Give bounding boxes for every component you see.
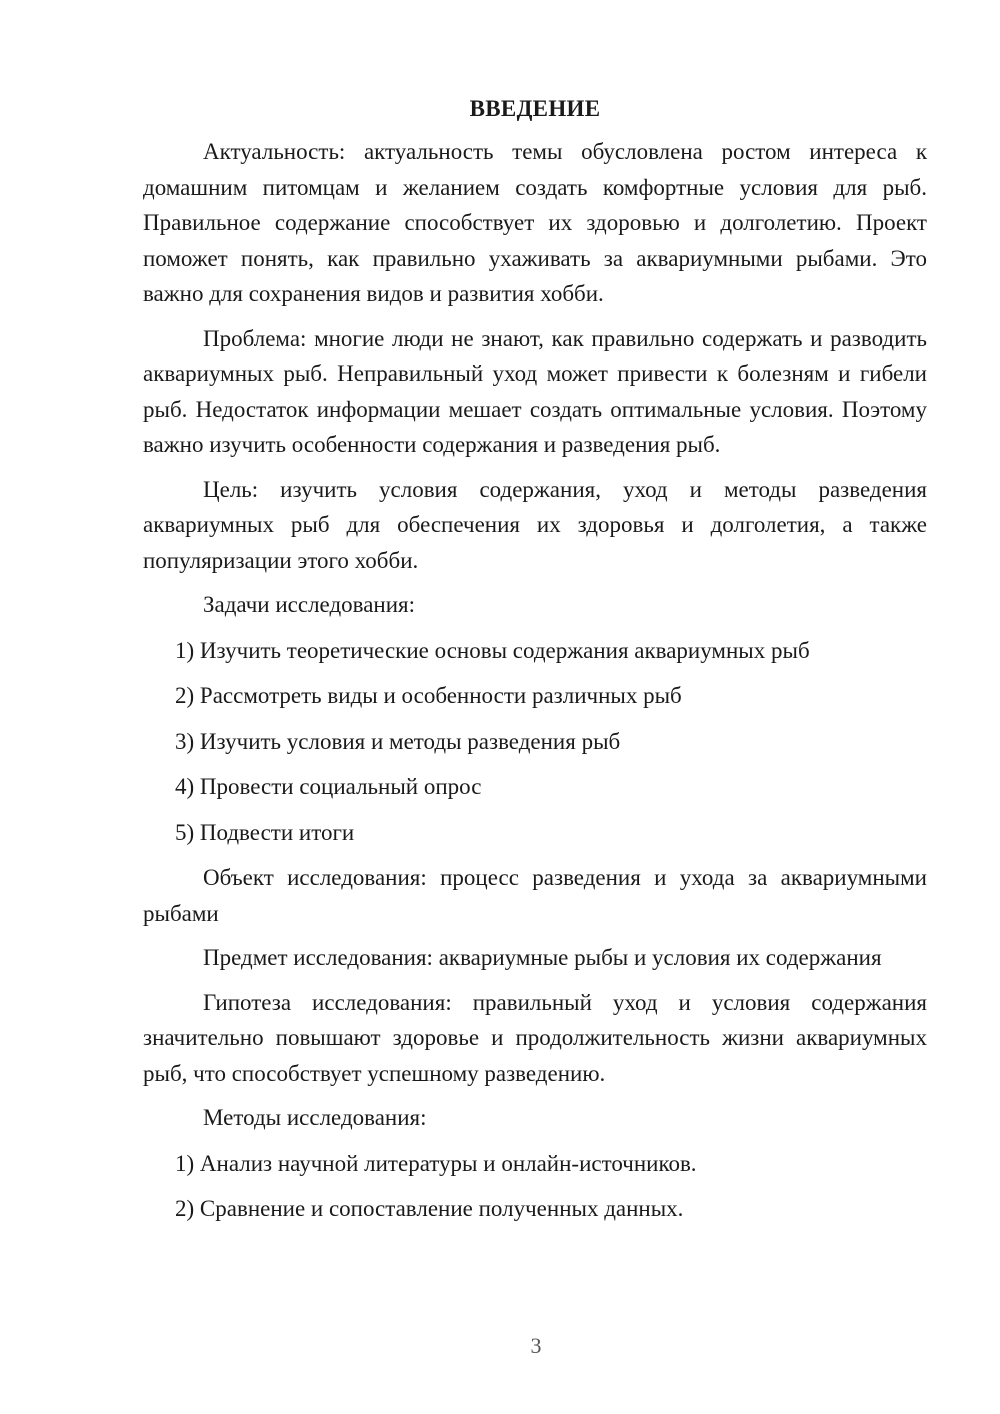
page-number: 3 (530, 1333, 542, 1358)
task-item: 2) Рассмотреть виды и особенности различных рыб (175, 683, 682, 708)
task-item: 4) Провести социальный опрос (175, 774, 482, 799)
task-item: 3) Изучить условия и методы разведения рыб (175, 728, 621, 754)
relevance-paragraph: Актуальность: актуальность темы обусловлена ростом интереса к домашним питомцам и желанием создать комфортные условия для рыб. Правильное содержание способствует их здоровью и долголетию. Проект поможет понять, как правильно ухаживать за аквариумными рыбами. Это важно для сохранения видов и развития хобби. (143, 139, 927, 306)
tasks-heading: Задачи исследования: (203, 592, 416, 617)
problem-paragraph: Проблема: многие люди не знают, как правильно содержать и разводить аквариумных рыб. Неправильный уход может привести к болезням и гибели рыб. Недостаток информации мешает создать оптимальные условия. Поэтому важно изучить особенности содержания и разведения рыб. (143, 325, 927, 457)
method-item: 1) Анализ научной литературы и онлайн-источников. (175, 1150, 697, 1176)
section-title: ВВЕДЕНИЕ (469, 96, 601, 121)
task-item: 5) Подвести итоги (175, 819, 355, 845)
task-item: 1) Изучить теоретические основы содержания аквариумных рыб (175, 637, 810, 663)
page-content (143, 92, 927, 1237)
object-paragraph: Объект исследования: процесс разведения и ухода за аквариумными рыбами (143, 865, 927, 926)
method-item: 2) Сравнение и сопоставление полученных данных. (175, 1196, 684, 1221)
goal-paragraph: Цель: изучить условия содержания, уход и методы разведения аквариумных рыб для обеспечения их здоровья и долголетия, а также популяризации этого хобби. (143, 476, 927, 573)
methods-list (143, 1146, 927, 1227)
subject-paragraph: Предмет исследования: аквариумные рыбы и условия их содержания (203, 945, 882, 970)
hypothesis-paragraph: Гипотеза исследования: правильный уход и условия содержания значительно повышают здоровье и продолжительность жизни аквариумных рыб, что способствует успешному разведению. (143, 989, 927, 1086)
tasks-list (143, 633, 927, 851)
methods-heading: Методы исследования: (203, 1105, 427, 1130)
